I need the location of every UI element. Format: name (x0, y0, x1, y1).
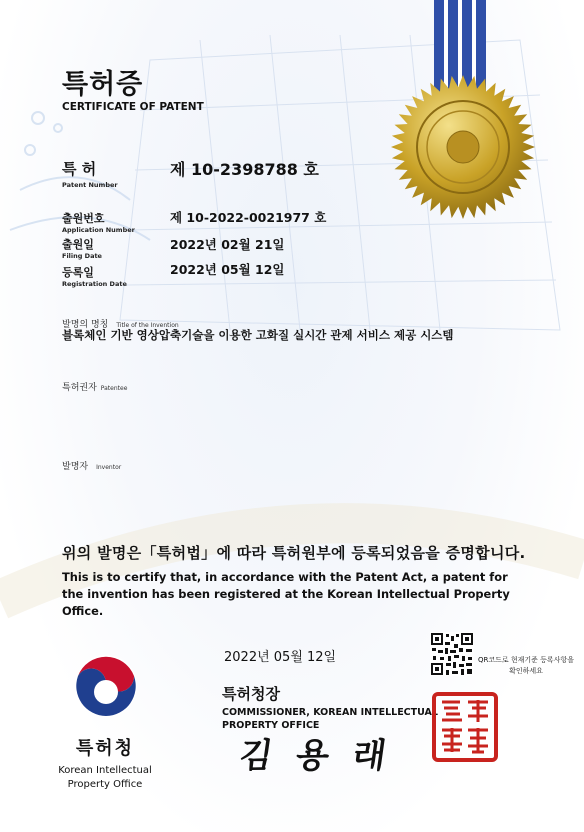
registration-date-label-en: Registration Date (62, 280, 127, 288)
office-name-en: Korean Intellectual Property Office (58, 765, 152, 790)
inventor-label (62, 454, 121, 473)
patent-number-value: 제 10-2398788 호 (170, 160, 319, 179)
commissioner-title-ko: 특허청장 (222, 685, 280, 703)
qr-note: QR코드로 현재기준 등록사항을 확인하세요 (478, 656, 574, 675)
registration-date-value: 2022년 05월 12일 (170, 262, 285, 277)
filing-date-value: 2022년 02월 21일 (170, 237, 285, 252)
registration-date-label (62, 264, 127, 288)
filing-date-label-ko: 출원일 (62, 238, 94, 251)
application-number-label-ko: 출원번호 (62, 212, 105, 225)
commissioner-signature: 김 용 래 (236, 736, 395, 776)
filing-date-label (62, 236, 102, 260)
patent-number-label-ko: 특 허 (62, 160, 97, 178)
invention-label-en: Title of the Invention (116, 322, 179, 329)
kipo-logo-icon (72, 650, 140, 722)
patentee-label-ko: 특허권자 (62, 383, 97, 393)
certificate-title-en: CERTIFICATE OF PATENT (62, 101, 204, 113)
certification-statement-en: This is to certify that, in accordance with the Patent Act, a patent for the invention has been registered at the Korean Intellectual Property Office. (62, 570, 510, 618)
office-name-ko: 특허청 (75, 738, 135, 759)
patentee-label-en: Patentee (100, 385, 128, 392)
certificate-title: 특허증 (62, 69, 144, 100)
inventor-label-ko: 발명자 (62, 462, 89, 472)
patentee-label (62, 375, 127, 394)
patent-number-label (62, 158, 118, 189)
application-number-value: 제 10-2022-0021977 호 (170, 210, 327, 225)
official-stamp-icon (432, 692, 498, 762)
application-number-label-en: Application Number (62, 226, 135, 234)
issue-date: 2022년 05월 12일 (224, 650, 337, 665)
certification-statement-ko: 위의 발명은「특허법」에 따라 특허원부에 등록되었음을 증명합니다. (62, 544, 526, 562)
patent-number-label-en: Patent Number (62, 181, 118, 189)
invention-title: 블록체인 기반 영상압축기술을 이용한 고화질 실시간 관제 서비스 제공 시스템 (62, 328, 454, 342)
gold-seal-icon (388, 72, 538, 222)
inventor-label-en: Inventor (96, 464, 122, 471)
commissioner-title-en: COMMISSIONER, KOREAN INTELLECTUAL PROPERTY OFFICE (222, 707, 438, 731)
application-number-label (62, 210, 135, 234)
registration-date-label-ko: 등록일 (62, 266, 94, 279)
invention-label-ko: 발명의 명칭 (62, 320, 109, 330)
qr-code-icon (430, 632, 474, 676)
filing-date-label-en: Filing Date (62, 252, 102, 260)
